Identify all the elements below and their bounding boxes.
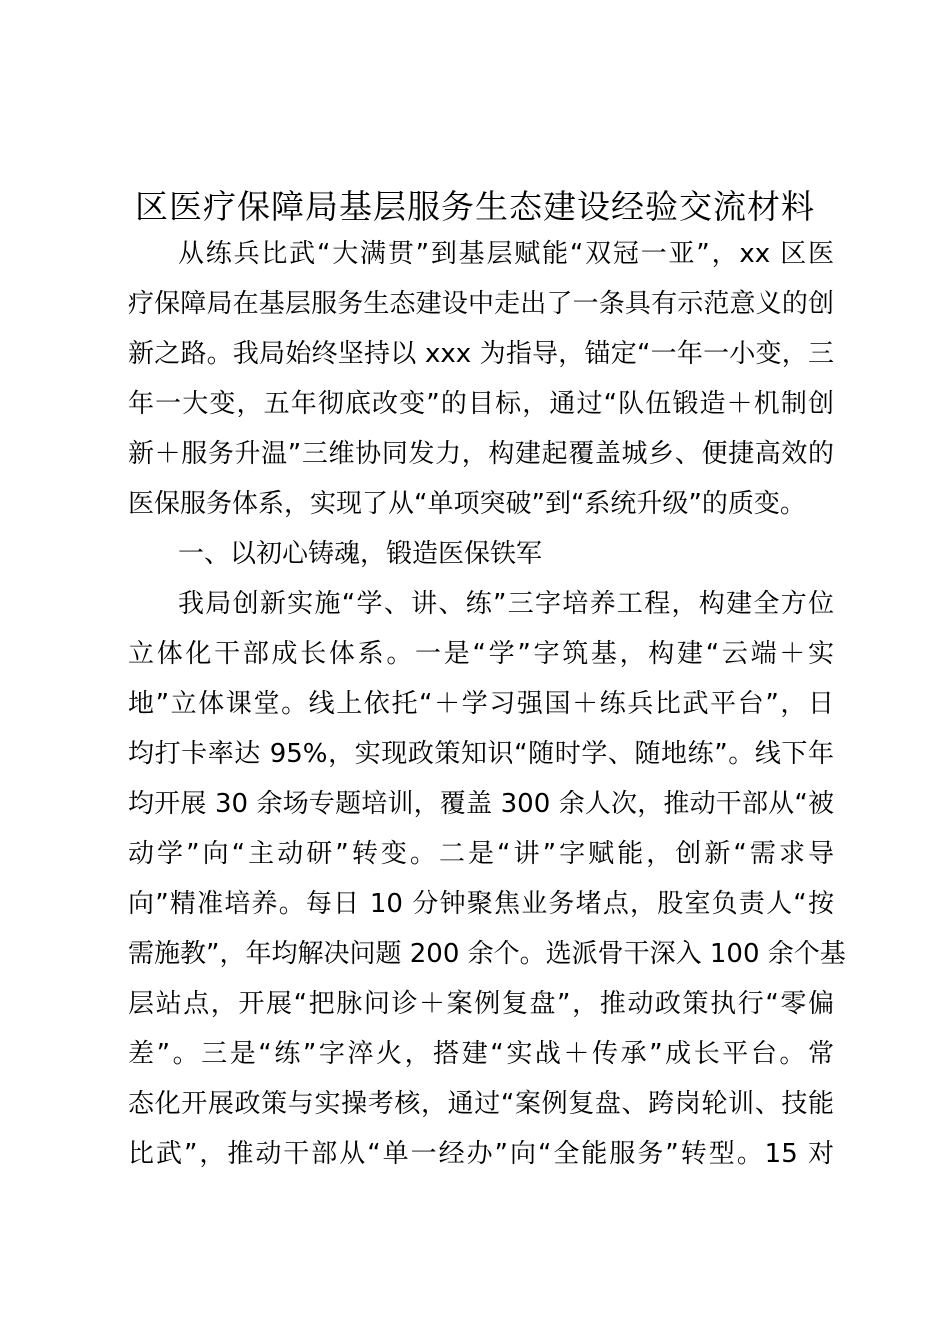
paragraph-line: 立体化干部成长体系。一是“学”字筑基，构建“云端＋实: [128, 639, 834, 669]
paragraph-line: 向”精准培养。每日 10 分钟聚焦业务堵点，股室负责人“按: [128, 889, 834, 919]
paragraph-line: 差”。三是“练”字淬火，搭建“实战＋传承”成长平台。常: [128, 1039, 834, 1069]
paragraph-line: 动学”向“主动研”转变。二是“讲”字赋能，创新“需求导: [128, 839, 834, 869]
paragraph-line: 新＋服务升温”三维协同发力，构建起覆盖城乡、便捷高效的: [128, 439, 834, 469]
paragraph-line: 医保服务体系，实现了从“单项突破”到“系统升级”的质变。: [128, 489, 806, 519]
paragraph-line: 从练兵比武“大满贯”到基层赋能“双冠一亚”，xx 区医: [178, 239, 834, 269]
paragraph-line: 态化开展政策与实操考核，通过“案例复盘、跨岗轮训、技能: [128, 1089, 834, 1119]
section-heading: 一、以初心铸魂，锻造医保铁军: [178, 539, 543, 569]
paragraph-line: 层站点，开展“把脉问诊＋案例复盘”，推动政策执行“零偏: [128, 989, 834, 1019]
paragraph-line: 需施教”，年均解决问题 200 余个。选派骨干深入 100 余个基: [128, 939, 846, 969]
paragraph-line: 均打卡率达 95%，实现政策知识“随时学、随地练”。线下年: [128, 739, 834, 769]
paragraph-line: 年一大变，五年彻底改变”的目标，通过“队伍锻造＋机制创: [128, 389, 834, 419]
document-title: 区医疗保障局基层服务生态建设经验交流材料: [135, 187, 815, 226]
paragraph-line: 我局创新实施“学、讲、练”三字培养工程，构建全方位: [178, 589, 834, 619]
paragraph-line: 比武”，推动干部从“单一经办”向“全能服务”转型。15 对: [128, 1139, 834, 1169]
paragraph-line: 地”立体课堂。线上依托“＋学习强国＋练兵比武平台”，日: [128, 689, 834, 719]
paragraph-line: 疗保障局在基层服务生态建设中走出了一条具有示范意义的创: [128, 289, 834, 319]
paragraph-line: 均开展 30 余场专题培训，覆盖 300 余人次，推动干部从“被: [128, 789, 834, 819]
paragraph-line: 新之路。我局始终坚持以 xxx 为指导，锚定“一年一小变，三: [128, 339, 834, 369]
